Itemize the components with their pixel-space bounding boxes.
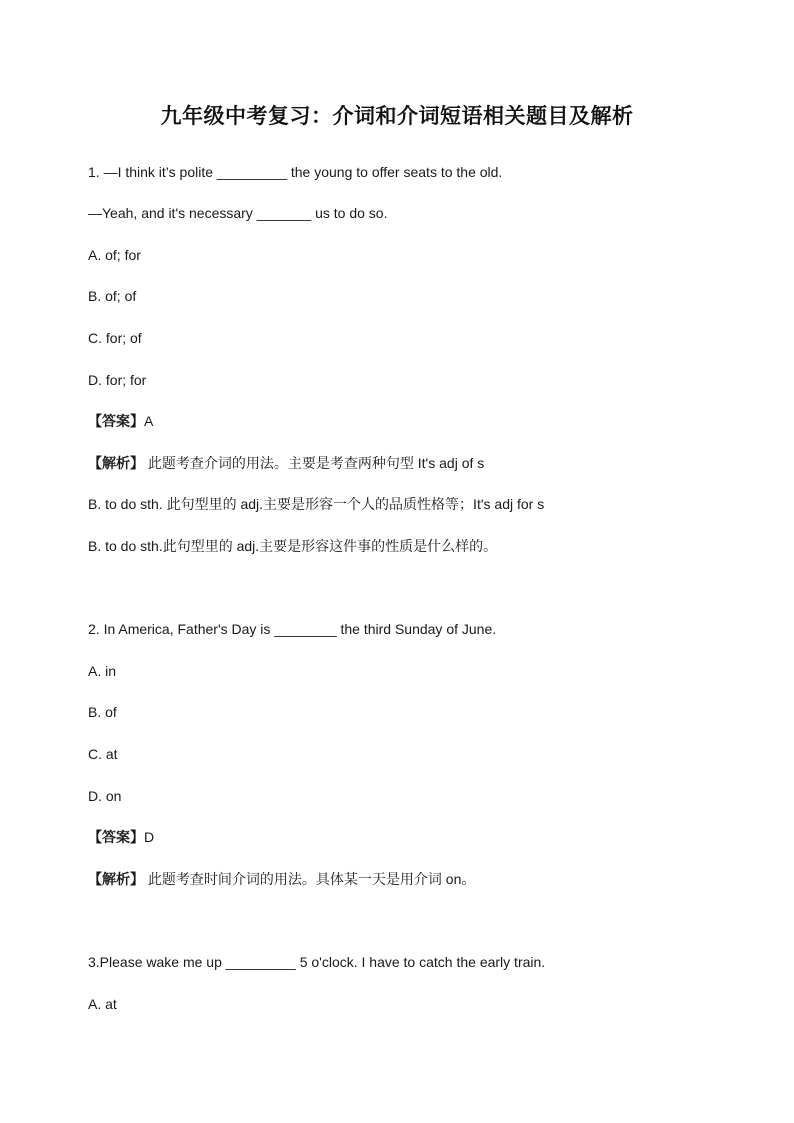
question-1-option-a: A. of; for xyxy=(88,247,141,263)
question-2-answer xyxy=(88,828,154,846)
question-2-option-a: A. in xyxy=(88,663,117,679)
answer-value: D xyxy=(144,829,155,845)
question-1-stem: 1. —I think it’s polite _________ the young to offer seats to the old. xyxy=(88,164,503,180)
page-title: 九年级中考复习：介词和介词短语相关题目及解析 xyxy=(160,103,634,128)
question-1-analysis xyxy=(88,454,484,472)
question-1-option-b: B. of; of xyxy=(88,288,137,304)
answer-value: A xyxy=(144,413,154,429)
answer-tag: 【答案】 xyxy=(88,413,144,429)
analysis-text: 此题考查介词的用法。主要是考查两种句型 It's adj of s xyxy=(144,455,485,471)
question-1-analysis-line-2: B. to do sth. 此句型里的 adj.主要是形容一个人的品质性格等；It's adj for s xyxy=(88,496,545,512)
question-1-analysis-line-3: B. to do sth.此句型里的 adj.主要是形容这件事的性质是什么样的。 xyxy=(88,538,498,554)
question-3-option-a: A. at xyxy=(88,996,117,1012)
analysis-text: 此题考查时间介词的用法。具体某一天是用介词 on。 xyxy=(144,871,476,887)
question-1-answer xyxy=(88,412,153,430)
analysis-tag: 【解析】 xyxy=(88,871,144,887)
question-2-option-b: B. of xyxy=(88,704,117,720)
question-2-analysis xyxy=(88,870,475,888)
answer-tag: 【答案】 xyxy=(88,829,144,845)
question-1-stem-reply: —Yeah, and it's necessary _______ us to do so. xyxy=(88,205,388,221)
analysis-tag: 【解析】 xyxy=(88,455,144,471)
question-2-option-c: C. at xyxy=(88,746,118,762)
question-3-stem: 3.Please wake me up _________ 5 o'clock. I have to catch the early train. xyxy=(88,954,546,970)
question-1-option-d: D. for; for xyxy=(88,372,147,388)
question-2-stem: 2. In America, Father's Day is ________ the third Sunday of June. xyxy=(88,621,497,637)
question-1-option-c: C. for; of xyxy=(88,330,142,346)
question-2-option-d: D. on xyxy=(88,788,122,804)
